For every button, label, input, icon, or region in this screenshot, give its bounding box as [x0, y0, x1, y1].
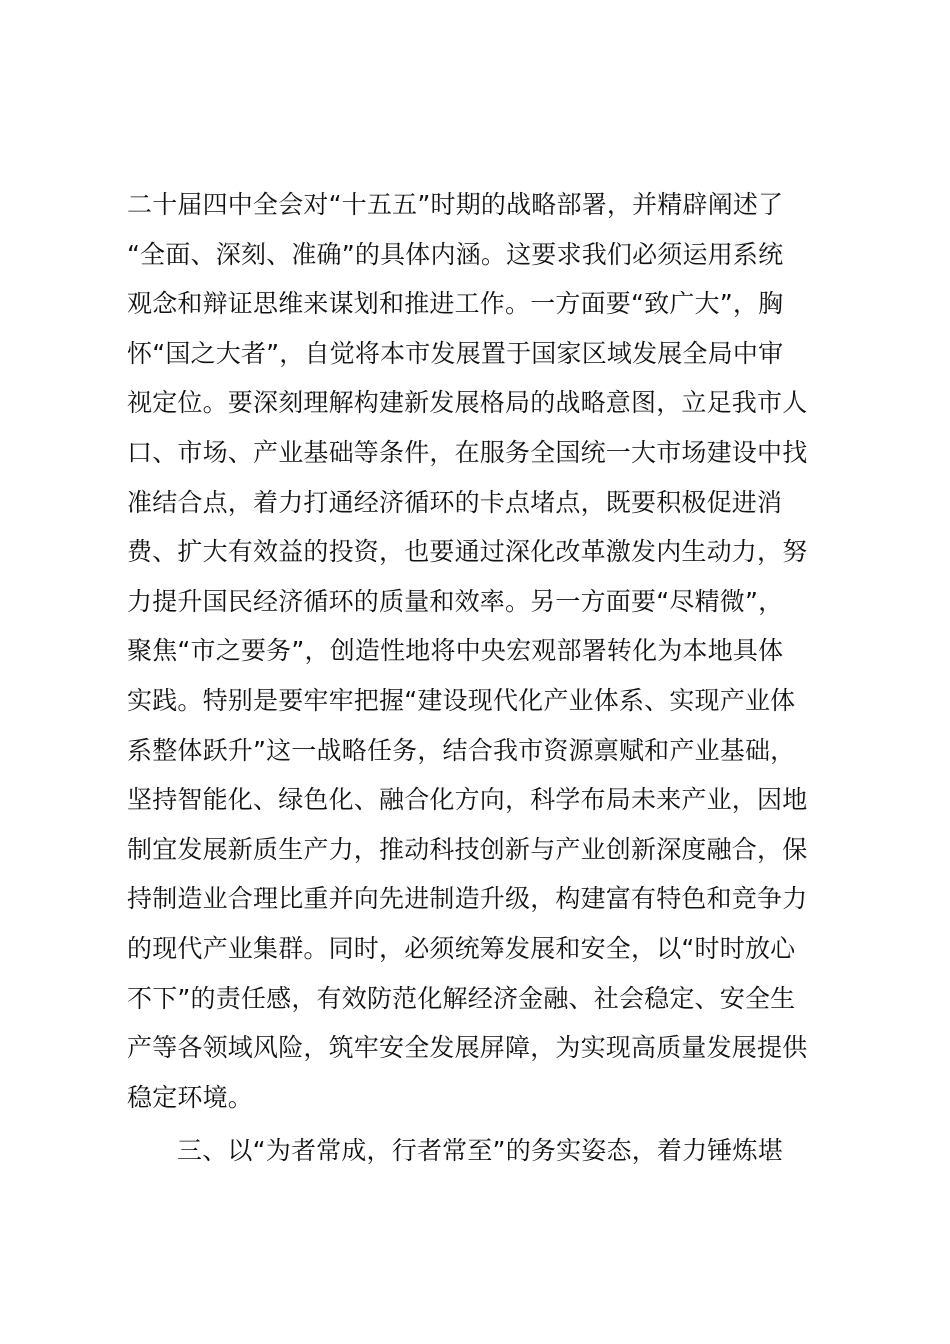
paragraph-line-15: 持制造业合理比重并向先进制造升级，构建富有特色和竞争力 — [127, 884, 808, 914]
paragraph-line-5: 视定位。要深刻理解构建新发展格局的战略意图，立足我市人 — [127, 388, 808, 418]
paragraph-line-18: 产等各领域风险，筑牢安全发展屏障，为实现高质量发展提供 — [127, 1033, 808, 1063]
paragraph-line-16: 的现代产业集群。同时，必须统筹发展和安全，以“时时放心 — [127, 933, 796, 963]
paragraph-line-6: 口、市场、产业基础等条件，在服务全国统一大市场建设中找 — [127, 437, 808, 467]
section-heading: 三、以“为者常成，行者常至”的务实姿态，着力锤炼堪 — [177, 1136, 783, 1166]
body-text — [127, 180, 837, 1176]
paragraph-line-11: 实践。特别是要牢牢把握“建设现代化产业体系、实现产业体 — [127, 685, 796, 715]
paragraph-line-12: 系整体跃升”这一战略任务，结合我市资源禀赋和产业基础， — [127, 735, 796, 765]
paragraph-line-10: 聚焦“市之要务”，创造性地将中央宏观部署转化为本地具体 — [127, 636, 784, 666]
paragraph-line-7: 准结合点，着力打通经济循环的卡点堵点，既要积极促进消 — [127, 487, 783, 517]
paragraph-line-13: 坚持智能化、绿色化、融合化方向，科学布局未来产业，因地 — [127, 785, 808, 815]
paragraph-line-1: 二十届四中全会对“十五五”时期的战略部署，并精辟阐述了 — [127, 190, 784, 219]
paragraph-line-2: “全面、深刻、准确”的具体内涵。这要求我们必须运用系统 — [127, 239, 784, 269]
paragraph-line-4: 怀“国之大者”，自觉将本市发展置于国家区域发展全局中审 — [127, 338, 784, 368]
paragraph-line-17: 不下”的责任感，有效防范化解经济金融、社会稳定、安全生 — [127, 983, 796, 1013]
paragraph-line-3: 观念和辩证思维来谋划和推进工作。一方面要“致广大”，胸 — [127, 289, 784, 319]
paragraph-line-9: 力提升国民经济循环的质量和效率。另一方面要“尽精微”， — [127, 586, 784, 616]
paragraph-line-19: 稳定环境。 — [127, 1082, 254, 1112]
paragraph-line-8: 费、扩大有效益的投资，也要通过深化改革激发内生动力，努 — [127, 537, 808, 567]
paragraph-line-14: 制宜发展新质生产力，推动科技创新与产业创新深度融合，保 — [127, 834, 808, 864]
